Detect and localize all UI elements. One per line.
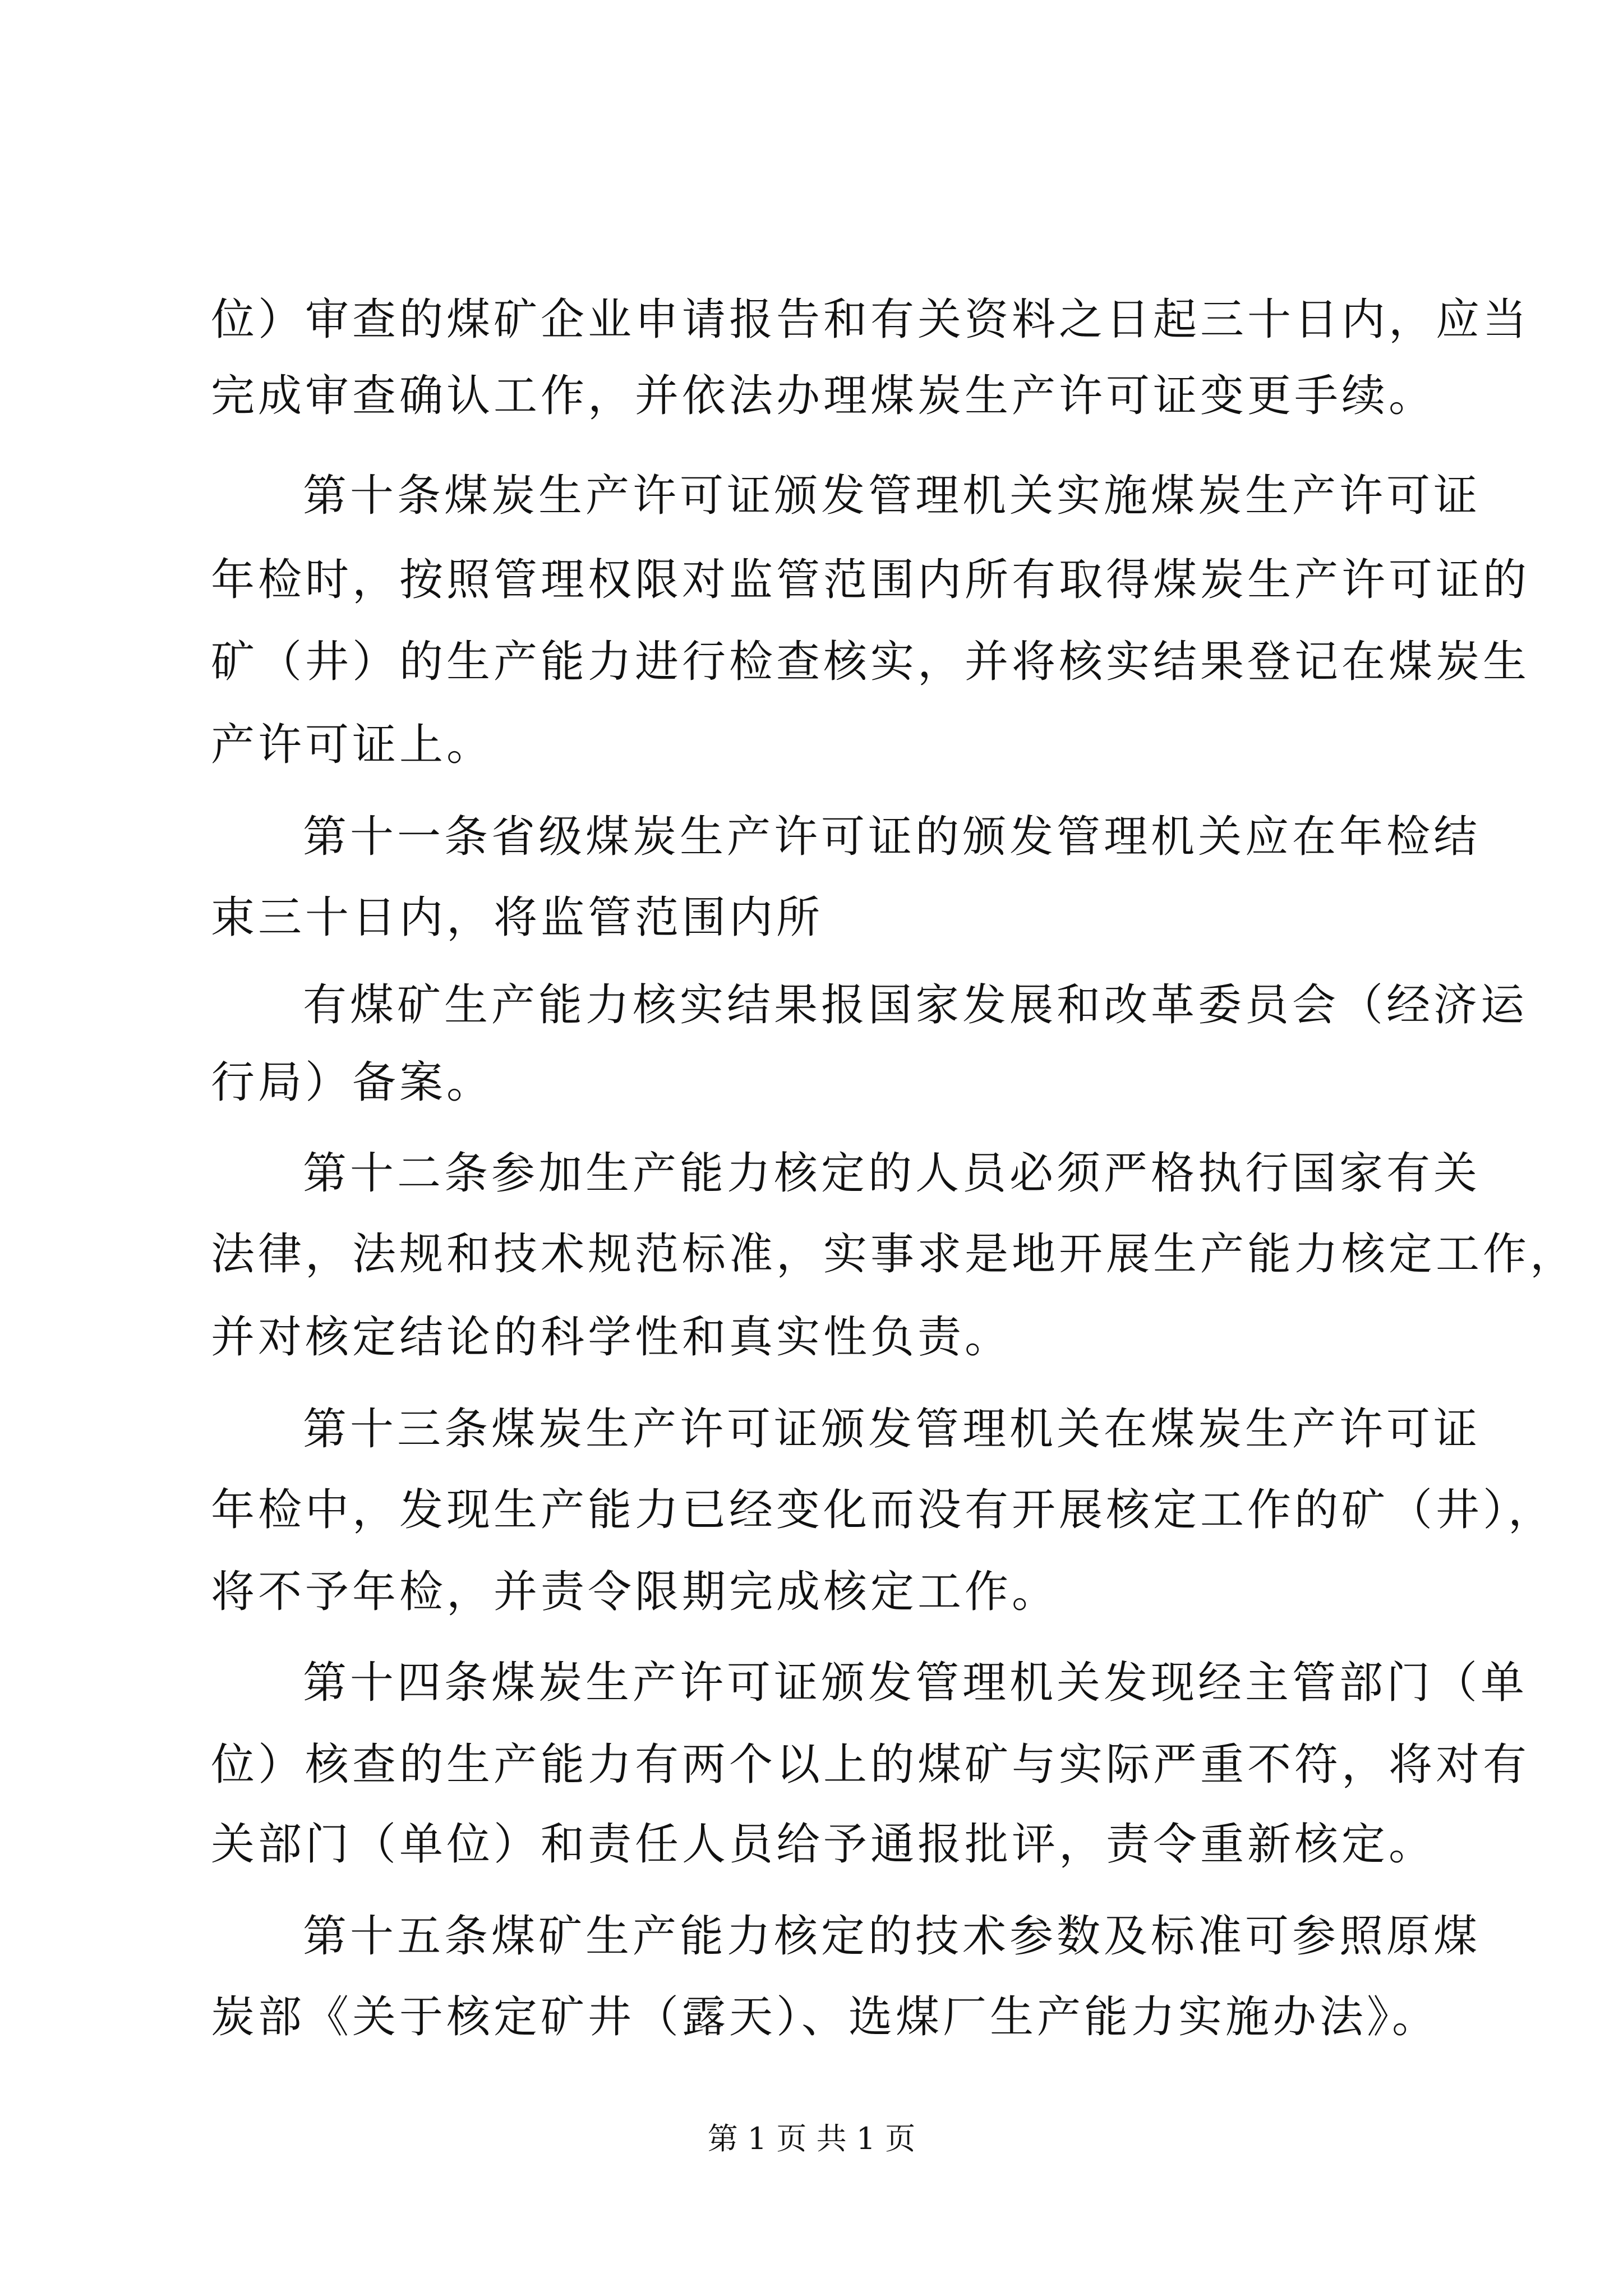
text-line: 并对核定结论的科学性和真实性负责。 — [211, 1312, 1012, 1363]
text-line: 关部门（单位）和责任人员给予通报批评，责令重新核定。 — [211, 1819, 1436, 1870]
text-line: 第十五条煤矿生产能力核定的技术参数及标准可参照原煤 — [303, 1911, 1481, 1962]
page-footer: 第 1 页 共 1 页 — [707, 2121, 916, 2156]
text-line: 产许可证上。 — [211, 720, 494, 770]
text-line: 完成审查确认工作，并依法办理煤炭生产许可证变更手续。 — [211, 371, 1436, 421]
text-line: 位）核查的生产能力有两个以上的煤矿与实际严重不符，将对有 — [211, 1740, 1530, 1790]
text-line: 年检中，发现生产能力已经变化而没有开展核定工作的矿（井）， — [211, 1485, 1556, 1535]
text-line: 行局）备案。 — [211, 1057, 494, 1108]
text-line: 将不予年检，并责令限期完成核定工作。 — [211, 1567, 1059, 1617]
text-line: 第十二条参加生产能力核定的人员必须严格执行国家有关 — [303, 1148, 1481, 1199]
text-line: 第十三条煤炭生产许可证颁发管理机关在煤炭生产许可证 — [303, 1404, 1481, 1455]
text-line: 炭部《关于核定矿井（露天）、选煤厂生产能力实施办法》。 — [211, 1992, 1440, 2042]
text-line: 第十四条煤炭生产许可证颁发管理机关发现经主管部门（单 — [303, 1658, 1528, 1708]
text-line: 年检时，按照管理权限对监管范围内所有取得煤炭生产许可证的 — [211, 555, 1530, 605]
text-line: 位）审查的煤矿企业申请报告和有关资料之日起三十日内，应当 — [211, 295, 1530, 345]
text-line: 第十一条省级煤炭生产许可证的颁发管理机关应在年检结 — [303, 812, 1481, 862]
text-line: 矿（井）的生产能力进行检查核实，并将核实结果登记在煤炭生 — [211, 637, 1530, 687]
text-line: 束三十日内，将监管范围内所 — [211, 892, 824, 943]
text-line: 第十条煤炭生产许可证颁发管理机关实施煤炭生产许可证 — [303, 471, 1481, 521]
text-line: 法律，法规和技术规范标准，实事求是地开展生产能力核定工作， — [211, 1229, 1578, 1280]
text-line: 有煤矿生产能力核实结果报国家发展和改革委员会（经济运 — [303, 980, 1528, 1030]
